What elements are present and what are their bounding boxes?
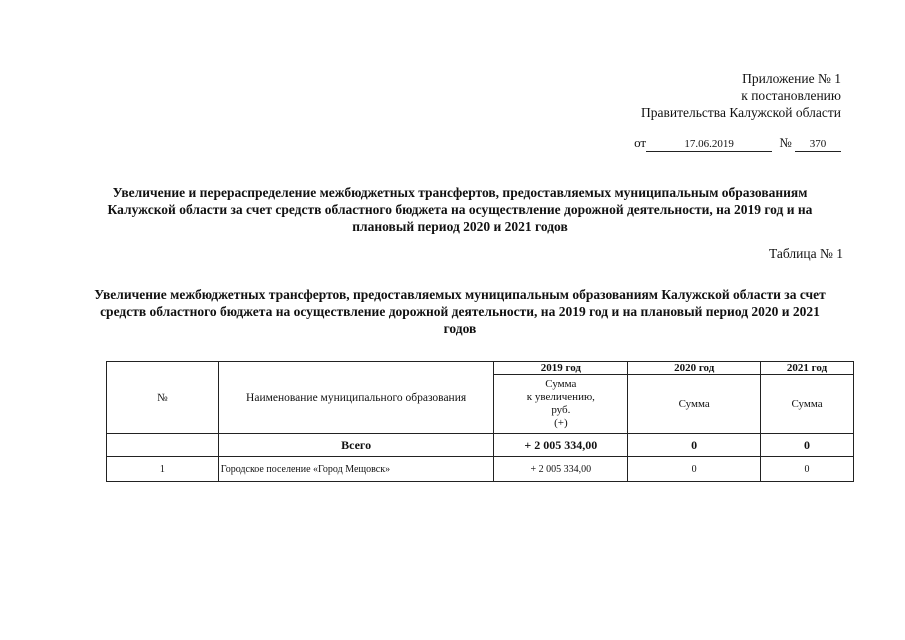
decree-date: 17.06.2019 [646,137,772,152]
table-title-line: годов [443,321,477,336]
decree-number: 370 [795,137,841,152]
total-label: Всего [218,434,494,457]
col-header-name: Наименование муниципального образования [218,362,494,434]
year-header-2021: 2021 год [761,362,854,375]
sum-header-line: Сумма [545,378,577,390]
appendix-header [641,70,841,121]
table-title [70,286,850,337]
sum-header-2019 [494,375,628,434]
sum-header-line: к увеличению, [526,391,595,403]
table-title-line: средств областного бюджета на осуществление дорожной деятельности, на 2019 год и на плановый период 2020 и 2021 [100,304,820,319]
row-no: 1 [107,457,219,482]
appendix-line: Правительства Калужской области [640,105,841,120]
col-header-no: № [107,362,219,434]
total-2020: 0 [628,434,761,457]
row-2021: 0 [761,457,854,482]
sum-header-line: руб. [551,404,571,416]
total-2021: 0 [761,434,854,457]
total-2019: + 2 005 334,00 [494,434,628,457]
main-title-line: Калужской области за счет средств областного бюджета на осуществление дорожной деятельности, на 2019 год и на [107,202,813,217]
total-row [107,434,854,457]
table-title-line: Увеличение межбюджетных трансфертов, предоставляемых муниципальным образованиям Калужской области за счет [94,287,826,302]
appendix-line: Приложение № 1 [742,71,841,86]
table-row [107,457,854,482]
total-no-cell [107,434,219,457]
year-header-2019: 2019 год [494,362,628,375]
main-title [70,184,850,235]
sum-header-line: (+) [554,417,568,429]
main-title-line: плановый период 2020 и 2021 годов [352,219,568,234]
decree-reference [634,135,841,152]
sum-header-2020: Сумма [628,375,761,434]
row-municipality: Городское поселение «Город Мещовск» [218,457,494,482]
transfers-table [106,361,854,482]
ref-prefix: от [634,135,647,150]
row-2019: + 2 005 334,00 [494,457,628,482]
year-header-2020: 2020 год [628,362,761,375]
appendix-line: к постановлению [741,88,841,103]
sum-header-2021: Сумма [761,375,854,434]
main-title-line: Увеличение и перераспределение межбюджетных трансфертов, предоставляемых муниципальным образованиям [112,185,808,200]
table-label: Таблица № 1 [769,246,843,261]
row-2020: 0 [628,457,761,482]
ref-number-label: № [779,135,792,150]
